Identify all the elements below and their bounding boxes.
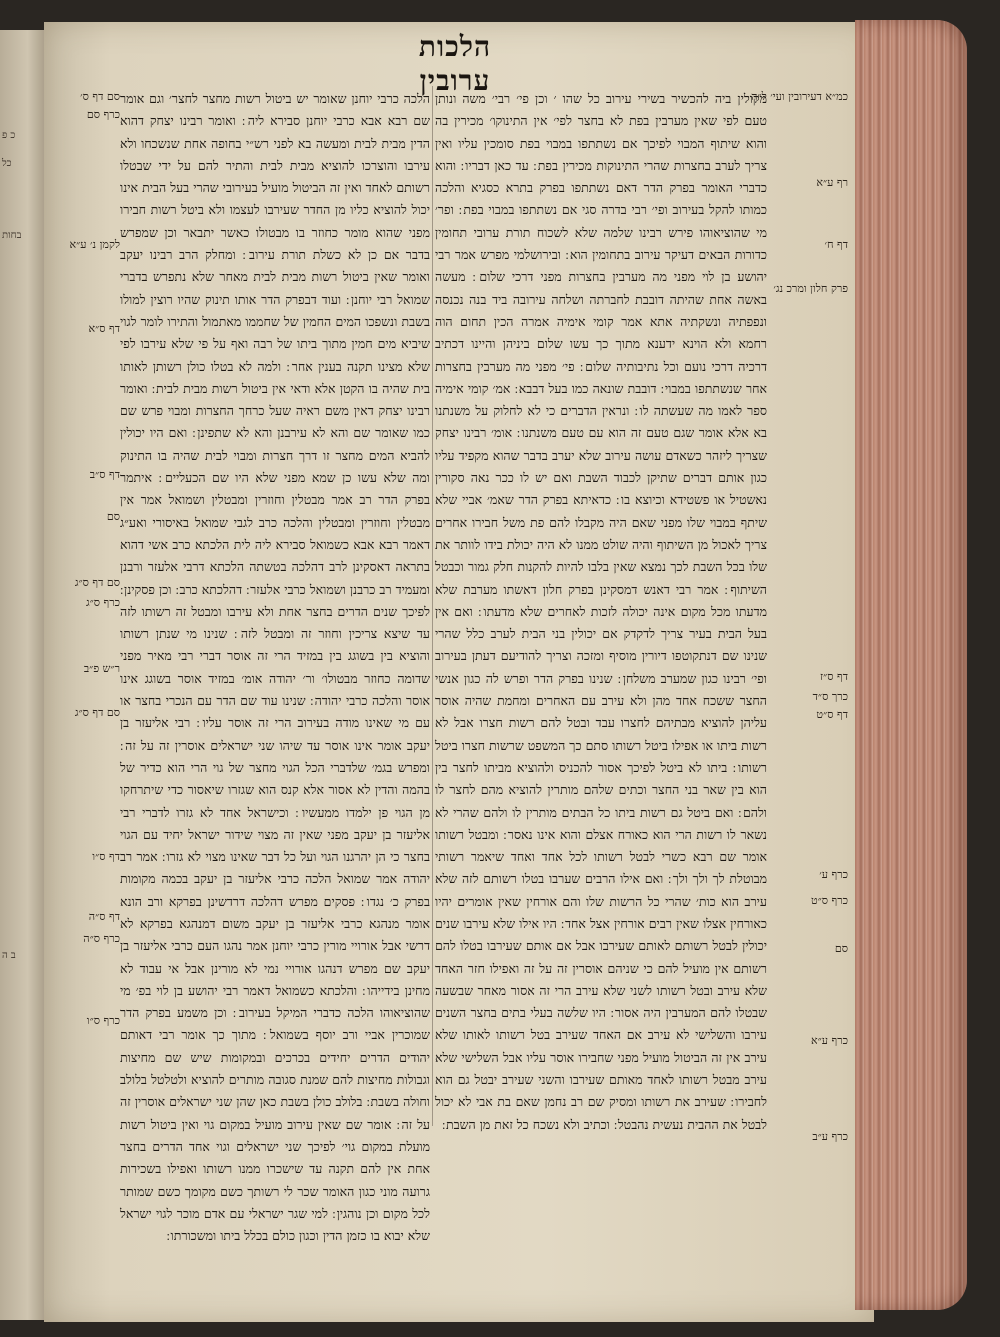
prev-page-fragment: ב ה: [2, 950, 16, 961]
margin-reference: סם: [106, 510, 120, 523]
margin-reference: ר״ש פ״ב: [83, 662, 120, 675]
column-divider: [432, 86, 433, 1126]
left-text-column: [120, 88, 430, 1247]
margin-reference: כרף ע״א: [811, 1034, 848, 1047]
margin-reference: דף ס״ה: [88, 910, 120, 923]
prev-page-fragment: בחות: [2, 230, 22, 241]
margin-reference: דף ס״ב: [89, 468, 120, 481]
margin-reference: לקמן נ׳ ע״א: [69, 238, 120, 251]
right-column-text: מקולין ביה להכשיר בשירי עירוב כל שהו ׳ וכן פי׳ רבי׳ משה ונותן טעם לפי שאין מערבין בפת לא בחצר לפי׳ אין התינוקו׳ מכירין בה והוא שיתוף המבוי לפיכך אם נשתתפו במבוי בפת סומכין עליו ואין צריך לערב בחצרות שהרי התינוקות מכירין בפת ׃ עד כאן דבריו ׃ והוא כדברי האומר בפרק הדר דאם נשתתפו בפרק בתרא כסגיא והלכה כמותו להקל בעירוב ופי׳ רבי בדרה סגי אם נשתתפו במבוי בפת ׃ ופר׳ מי שהוציאוהו פירש רבינו שלמה שלא לשכוח תורת ערובי תחומין כדורות הבאים דעיקר עירוב בתחומין הוא ׃ ובירושלמי מפרש אמר רבי יהושע בן לוי מפני מה מערבין בחצרות מפני דרכי שלום ׃ מעשה באשה אחת שהיתה דובבת לחברתה ושלחה עירובה ביד בנה נכנסה ונפפתיה ונשקתיה אתא אמר קומי אימיה אמרה הכין תחום הוה רחמא ולא הוינא ידענא מתוך כך עשו שלום ביניהן והיינו דכתיב דרכיה דרכי נועם וכל נתיבותיה שלום ׃ פי׳ מפני מה מערבין בחצרות אחר שנשתתפו במבוי ׃ דובבת שונאה כמו בעל דבבא ׃ אמ׳ קומי אימיה ספר לאמו מה שעשתה לו ׃ ונראין הדברים כי לא לחלוק על משנתנו בא אלא אומר שגם טעם זה הוא עם טעם משנתנו ׃ אומ׳ רבינו יצחק שצריך ליזהר כשאדם עושה עירוב שלא יערב בדבר שהוא מקפיד עליו כגון אותם דברים שתיקן לכבוד השבת ואם יש לו ככר נאה סקורין נאשטיל או פשטידא וכיוצא בו ׃ כדאיתא בפרק הדר שאמ׳ אביי שלא שיתף במבוי שלו מפני שאם היה מקבלו להם פת משל חבירו אחרים צריך לאכול מן השיתוף והיה שולט ממנו לא היה יכולת בידו לוותר את שלו בכל השבת לכך נמצא שאין בלבו להיות להקנות חלק גמור וכבטל השיתוף ׃ אמר רבי דאנש דמסקינן בפרק חלון דאשתו מערבת שלא מדעתו מכל מקום אינה יכולה לזכות לאחרים שלא מדעתו ׃ ואם אין בעל הבית בעיר צריך לדקדק אם יכולין בני הבית לערב כלל שהרי שנינו שם דנתקוטפו דיורין מוסיף ומזכה וצריך להודיעם דעתן בעירוב ופי׳ רבינו כגון שמערב משלחן ׃ שנינו בפרק הדר ופרש לה כגון אנשי החצר ששכח אחד מהן ולא עירב עם האחרים ומחמת שהיה אוסר עליהן להוציא מבתיהם לחצרו עבד ובטל להם רשות חצרו אבל לא רשות ביתו או אפילו ביטל רשותו סתם כך המשפט שרשות חצרו ביטל רשותו ׃ ביתו לא ביטל לפיכך אסור להכניס ולהוציא מביתו לחצר בין הוא בין שאר בני החצר וכתים שלהם מותרין להוציא מהם לחצר לו ולהם ׃ ואם ביטל גם רשות ביתו כל הבתים מותרין לו ולהם שהרי לא נשאר לו רשות הרי הוא כאורח אצלם והוא אינו נאסר ׃ ומבטל רשותו אומר שם רבא כשרי לבטל רשותו לכל אחד ואחד שיאמר רשותי מבוטלת לך ולך ולך ׃ ואם אילו הרבים שערבו בטלו רשותם לזה שלא עירב הוא כות׳ שהרי כל הרשות שלו והם אורחין שאין אומרים יהיו כאורחין אצלו שאין רבים אורחין אצל אחד ׃ היו אילו שלא עירבו שנים יכולין לבטל רשותם לאותם שעירבו אבל אם אותם שעירבו בטלו להם רשותם אין מועיל להם כי שניהם אוסרין זה על זה ואפילו חזר האחד שלא עירב ובטל רשותו לשני שלא עירב הרי זה אסור מאחר שבשעה שבטלו להם המערבין היה אסור ׃ היו שלשה בעלי בתים בחצר השנים עירבו והשלישי לא עירב אם האחד שעירב בטל רשותו לאותו שלא עירב אין זה הביטול מועיל מפני שחבירו אוסר עליו אבל השלישי שלא עירב מבטל רשותו לאחד מאותם שעירבו והשני שעירב יבטל גם הוא לחבירו ׃ שעירב את רשותו ומסיק שם רב נחמן שאם בת אבי לא יכול לבטל את ההבית נעשית נהבטל ׃ וכתיב ולא נשכח כל זאת מן השבת ׃: [435, 91, 767, 1132]
margin-reference: כרף ס״ה: [83, 932, 120, 945]
right-text-column: [435, 88, 767, 1136]
margin-reference: כרף סם: [86, 108, 120, 121]
margin-reference: דף ס״ט: [816, 708, 848, 721]
left-column-text: הלכה כרבי יוחנן שאומר יש ביטול רשות מחצר לחצר׳ וגם אומר שם רבא אבא כרבי יוחנן סבירא ליה ׃ ואומר רבינו יצחק דהוא הדין מבית לבית ומעשה בא לפני רש״י בחופה אחת שנשכחו ולא עירבו והוצרכו להוציא מבית לבית והתיר להם על ידי שבטלו רשותם לאחד ואין זה הביטול מועיל בעירובי שהרי בעל הבית אינו יכול להוציא כליו מן החדר שעירבו לעצמו ולא ביטל רשות חבירו מפני שהוא מומר כחוזר בו מבטולו כאשר יתבאר וכן שמפרש בדבר אם כן לא כשלת תורת עירוב ׃ ומחלק הרב רבינו יעקב ואומר שאין ביטול רשות מבית לבית מאחר שלא נתפרש בדברי שמואל רבי יוחנן ׃ ועוד דבפרק הדר אותו תינוק שהיו רוצין למולו בשבת ונשפכו המים החמין של שחממו מאתמול והתירו לומר לגוי שיביא מים חמין מתוך ביתו של רבה ואף על פי שלא עירבו לפי שלא מצינו תקנה בענין אחר ׃ ולמה לא בטלו כולן רשותן לאותו בית שהיה בו הקטן אלא ודאי אין ביטול רשות מבית לבית ׃ ואומר רבינו יצחק דאין משם ראיה שעל כרחך החצרות ומבוי פרש שם כמו שאומר שם והא לא עירבנן והא לא שתפינן ׃ ואם היו יכולין להביא המים מחצר זו דרך חצרות ומבוי לבית שהיה בו התינוק ומה שלא עשו כן שמא מפני שלא היו שם הכעליים ׃ איתמר בפרק הדר רב אמר מבטלין וחוזרין ומבטלין ושמואל אמר אין מבטלין וחוזרין ומבטלין והלכה כרב לגבי שמואל באיסורי ואע״ג דאמר רבא אבא כשמואל סבירא ליה לית הלכתא כרב אשי דהוא בתראה דאסקינן לרב דהלכה בטשתה הלכתא דרבי אלעזר ורבנן ומעמיד רב כרבנן ושמואל כרבי אלעזר ׃ דהלכתא כרב ׃ וכן פסקינן ׃ לפיכך שנים הדרים בחצר אחת ולא עירבו ומבטל זה רשותו לזה עד שיצא צריכין וחוזר זה ומבטל לזה ׃ שנינו מי שנתן רשותו והוציא בין בשוגג בין במזיד הרי זה אוסר דברי רבי מאיר מפני שדומה כחוזר מבטולו׳ ור׳ יהודה אומ׳ במזיד אוסר בשוגג אינו אוסר והלכה כרבי יהודה ׃ שנינו עוד שם הדר עם הנכרי בחצר או עם מי שאינו מודה בעירוב הרי זה אוסר עליו ׃ רבי אליעזר בן יעקב אומר אינו אוסר עד שיהו שני ישראלים אוסרין זה על זה ׃ ומפרש בגמ׳ שלדברי הכל הגוי מחצר של גוי הרי הוא כדיר של בהמה והדין לא אסור אלא קנס הוא שגזרו שיאסור כדי שיתרחקו מן הגוי פן ילמדו ממעשיו ׃ וכישראל אחד לא גזרו לדברי רבי אליעזר בן יעקב מפני שאין זה מצוי שידור ישראל יחיד עם הגוי בחצר כי הן יהרגנו הגוי ועל כל דבר שאינו מצוי לא גזרו ׃ אמר רב יהודה אמר שמואל הלכה כרבי אליעזר בן יעקב בכמה מקומות בפרק כ׳ נגדו ׃ פסקים מפרש דהלכה דרדשינן בפרקא ורב הונא אומר מנהגא כרבי אליעזר בן יעקב משום דמנהגא בפרקא לא דרשי אבל אורויי מורין כרבי יוחנן אמר נהגו העם כרבי אליעזר בן יעקב שם מפרש דנהגו אורויי נמי לא מורינן אבל אי עבוד לא מחינן בידייהו ׃ והלכתא כשמואל דאמר רבי יהושע בן לוי בפ׳ מי שהוציאוהו הלכה כדברי המיקל בעירוב ׃ וכן משמע בפרק הדר שמוכרין אביי ורב יוסף בשמואל ׃ מתוך כך אומר רבי דאותם יהודים הדרים יחידים בכרכים ובמקומות שיש שם מחיצות וגבולות מחיצות להם שמנת סגובה מותרים להוציא ולטלטל בלולב וחולה בשבת ׃ בלולב כולן בשבת כאן שהן שני ישראלים אוסרין זה על זה ׃ אומר שם שאין עירוב מועיל במקום גוי ואין ביטול רשות מועלת במקום גוי׳ לפיכך שני ישראלים וגוי אחד הדרים בחצר אחת אין להם תקנה עד שישכרו ממנו רשותו ואפילו בשכירות גרועה מוני כגון האומר שכר לי רשותך כשם מקומך כשם שמותר לכל מקום וכן נוהגין ׃ למי שגר ישראלי עם אדם מוכר לגוי ישראל שלא יבוא בו כזמן הדין וכגון כולם בכלל ביתו ומשכורתו ׃: [120, 91, 430, 1244]
margin-reference: כרף ס״ו: [86, 1014, 120, 1027]
margin-reference: כרף ע״ב: [812, 1130, 848, 1143]
margin-reference: רף ע״א: [816, 176, 848, 189]
margin-reference: סם דף ס״ג: [74, 706, 120, 719]
margin-reference: דף ס״ז: [820, 670, 848, 683]
margin-reference: סם דף ס׳: [80, 90, 120, 103]
margin-reference: דף ס״א: [88, 322, 120, 335]
page-header-title: הלכות ערובין: [418, 30, 492, 97]
margin-reference: כרף ס״ט: [810, 894, 848, 907]
margin-reference: סם: [834, 942, 848, 955]
margin-reference: דף ח׳: [824, 238, 848, 251]
margin-reference: כרף ע׳: [819, 868, 848, 881]
previous-page-edge: [0, 30, 48, 1320]
book-fore-edge: [855, 20, 967, 1310]
prev-page-fragment: כ פ: [2, 130, 16, 141]
margin-reference: פרק חלון ומרכ נג׳: [773, 282, 848, 295]
prev-page-fragment: כל: [2, 158, 12, 169]
margin-reference: דף ס״ו: [92, 850, 120, 863]
margin-reference: כרף ס״ג: [85, 596, 120, 609]
margin-reference: סם דף ס״ג: [74, 576, 120, 589]
margin-reference: כמ״א דעירובין ועי׳ ל״ה: [751, 90, 848, 103]
margin-reference: כרך ס״ד: [812, 690, 848, 703]
